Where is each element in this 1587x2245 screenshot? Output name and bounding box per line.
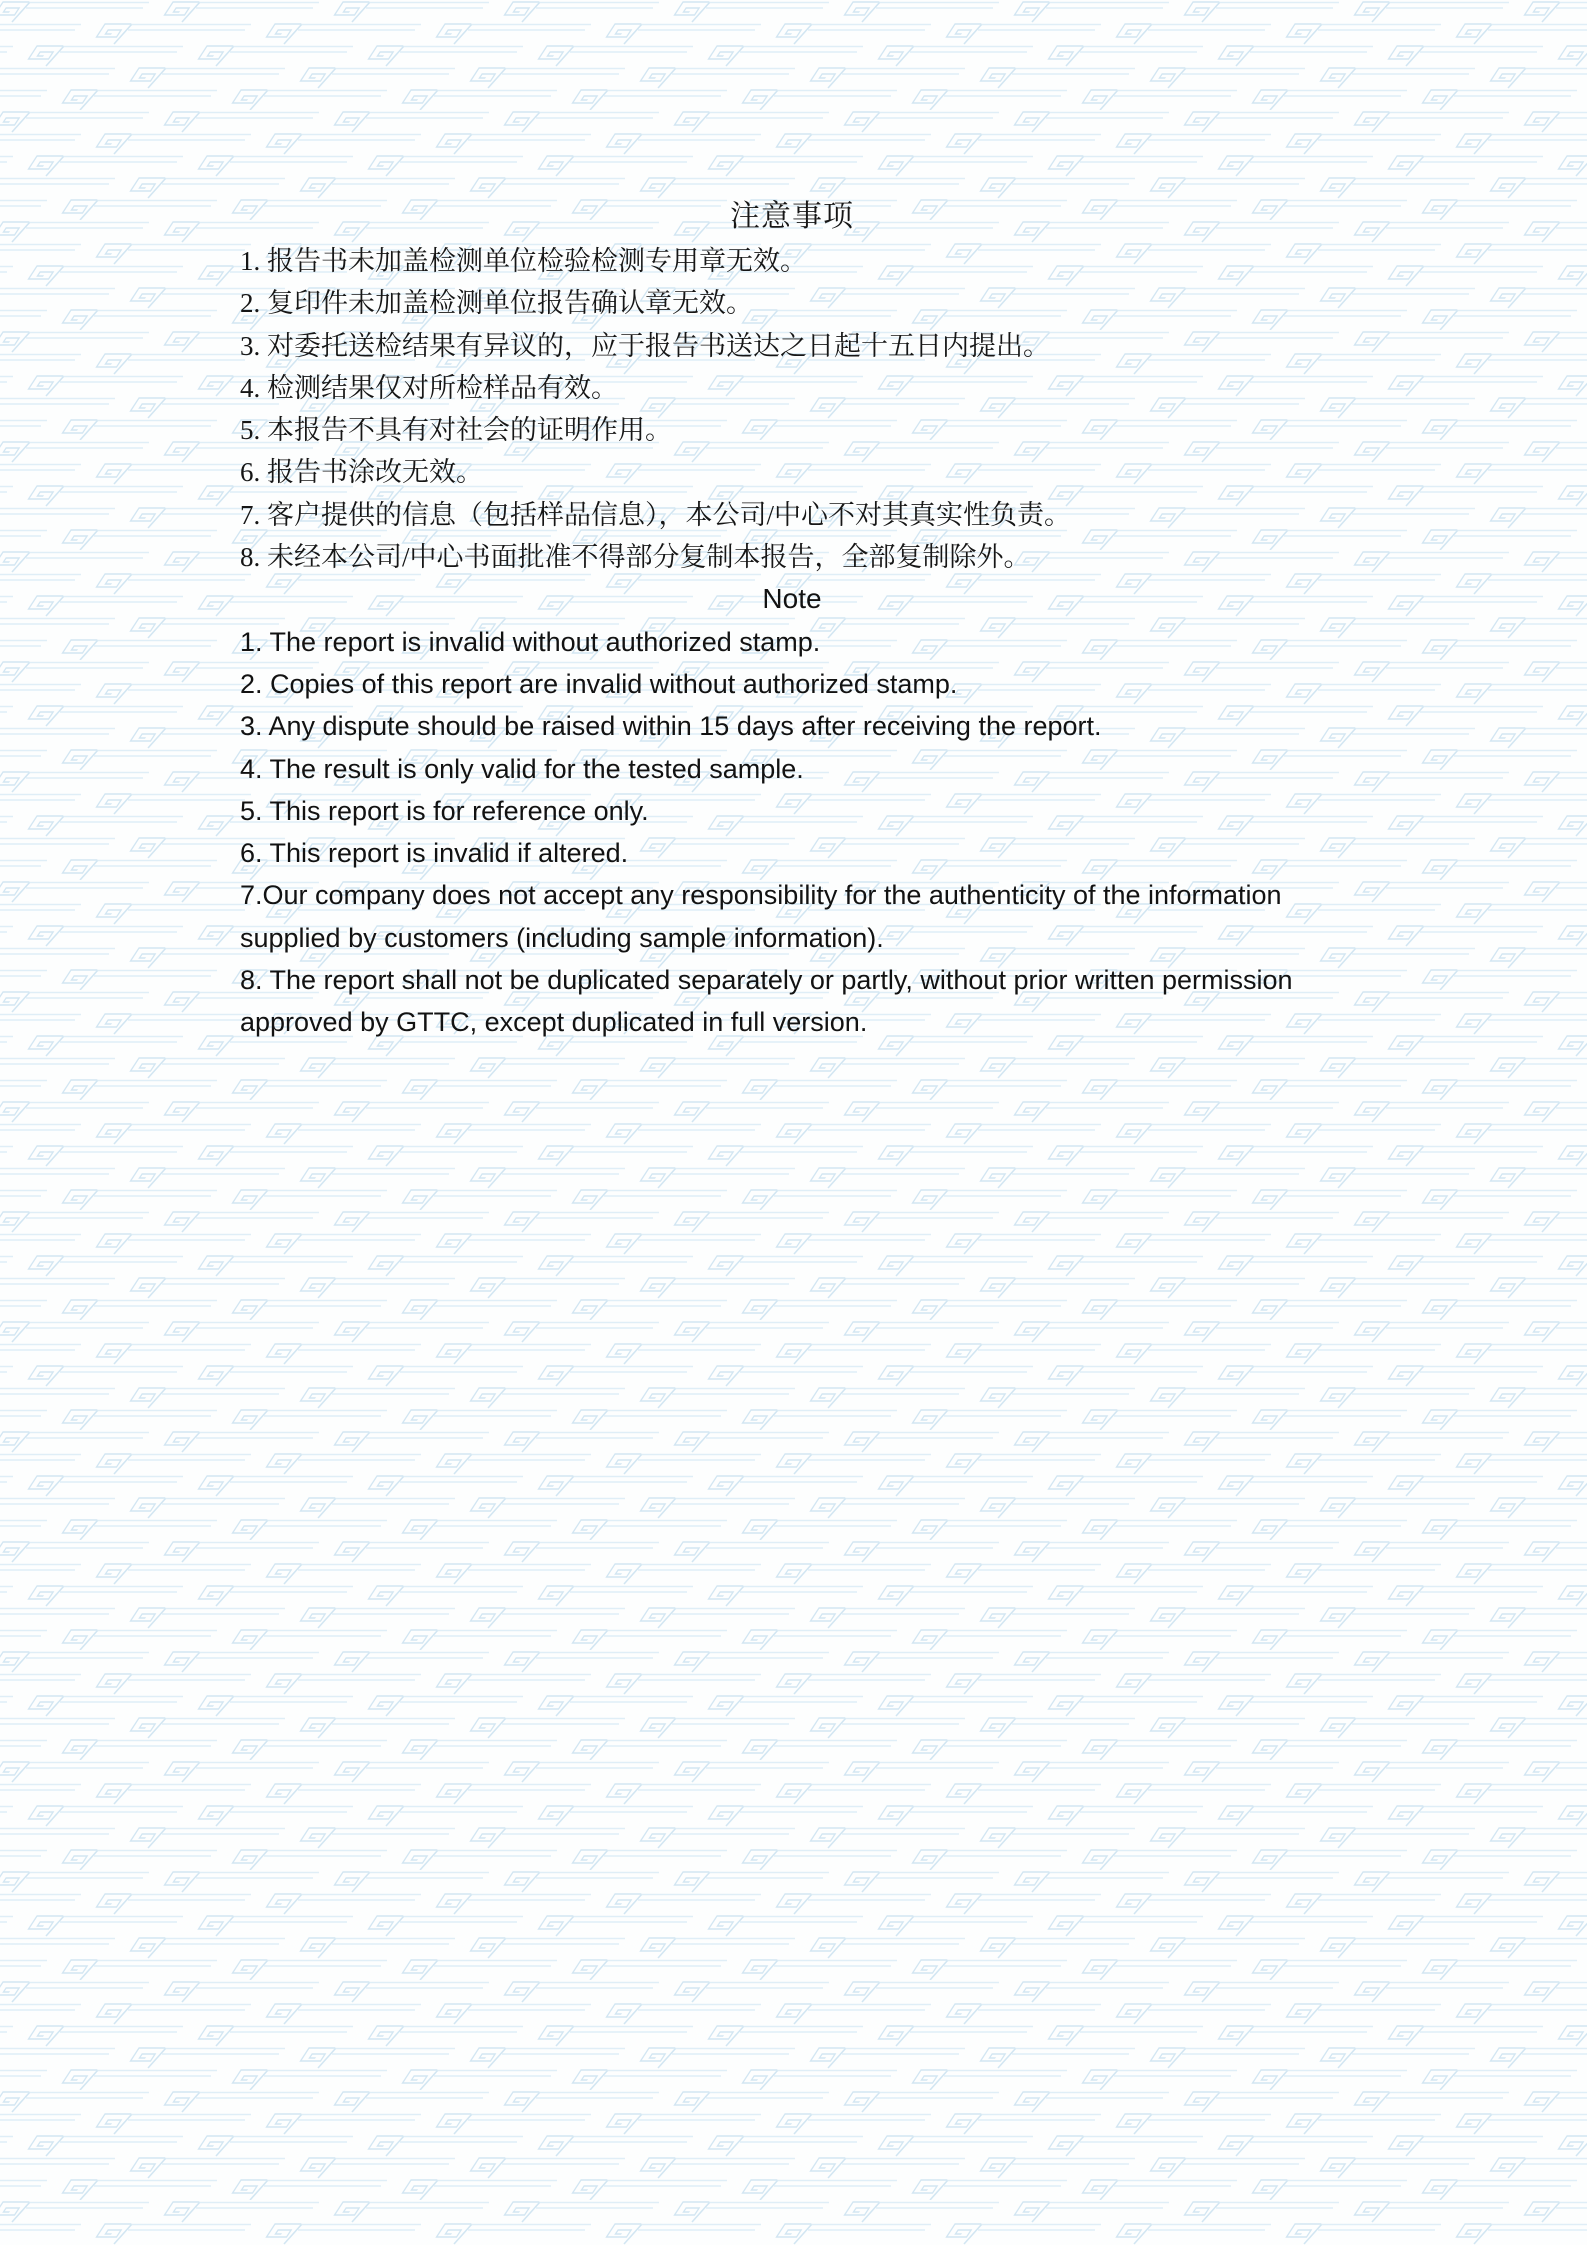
- notice-item-zh-8: 8. 未经本公司/中心书面批准不得部分复制本报告，全部复制除外。: [240, 542, 1031, 573]
- notice-item-zh-6: 6. 报告书涂改无效。: [240, 457, 483, 488]
- notice-content: [240, 193, 1344, 1044]
- note-line-en-8b: approved by GTTC, except duplicated in full version.: [240, 1007, 868, 1038]
- note-line-en-2: 2. Copies of this report are invalid without authorized stamp.: [240, 668, 958, 699]
- note-line-en-3: 3. Any dispute should be raised within 15 days after receiving the report.: [240, 711, 1102, 742]
- notice-item-zh-7: 7. 客户提供的信息（包括样品信息），本公司/中心不对其真实性负责。: [240, 499, 1072, 530]
- notice-item-zh-2: 2. 复印件未加盖检测单位报告确认章无效。: [240, 288, 753, 319]
- note-line-en-1: 1. The report is invalid without authorized stamp.: [240, 626, 821, 657]
- notice-item-zh-5: 5. 本报告不具有对社会的证明作用。: [240, 415, 672, 446]
- notice-item-zh-4: 4. 检测结果仅对所检样品有效。: [240, 372, 618, 403]
- note-line-en-5: 5. This report is for reference only.: [240, 795, 649, 826]
- notice-item-zh-3: 3. 对委托送检结果有异议的，应于报告书送达之日起十五日内提出。: [240, 330, 1050, 361]
- notice-title-zh: 注意事项: [730, 200, 854, 233]
- note-line-en-6: 6. This report is invalid if altered.: [240, 838, 629, 869]
- note-line-en-7b: supplied by customers (including sample information).: [240, 922, 884, 953]
- note-title-en: Note: [762, 583, 822, 615]
- notice-item-zh-1: 1. 报告书未加盖检测单位检验检测专用章无效。: [240, 246, 807, 276]
- note-line-en-8: 8. The report shall not be duplicated separately or partly, without prior written permission: [240, 965, 1293, 996]
- note-line-en-7: 7.Our company does not accept any responsibility for the authenticity of the information: [240, 880, 1282, 911]
- note-line-en-4: 4. The result is only valid for the tested sample.: [240, 753, 804, 784]
